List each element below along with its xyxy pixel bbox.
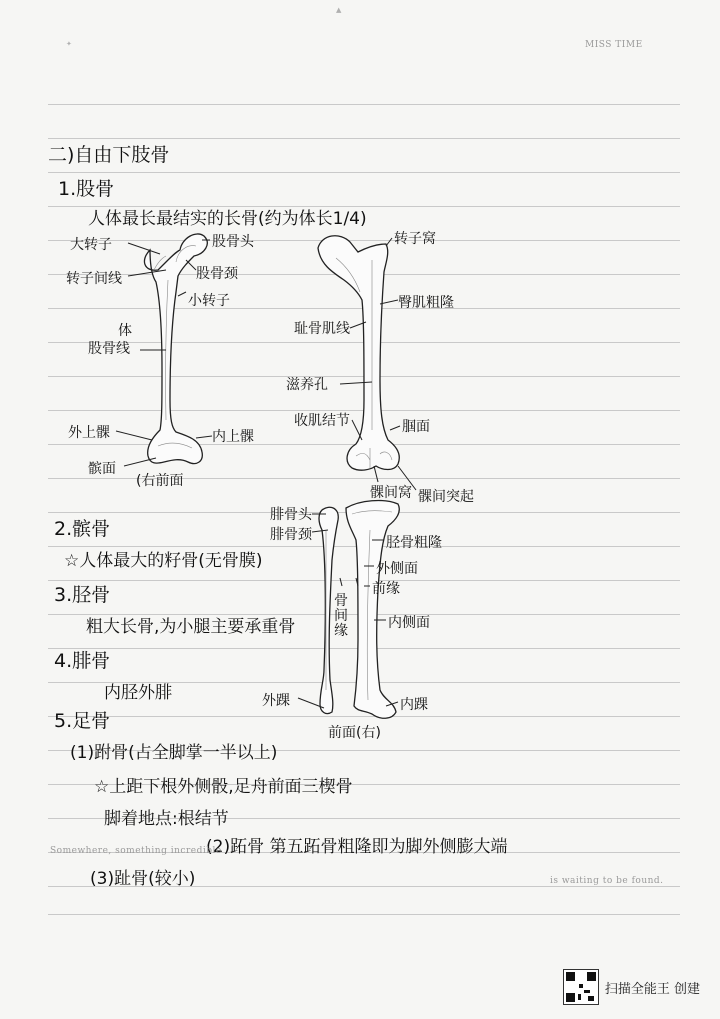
foot-tarsal-attach: 脚着地点:根结节 (104, 809, 229, 829)
label-medial-malleolus: 内踝 (400, 697, 428, 713)
label-trochanteric-fossa: 转子窝 (394, 231, 436, 247)
section-title: 二)自由下肢骨 (48, 144, 170, 166)
label-lateral-epicondyle: 外上髁 (68, 425, 110, 441)
label-lateral-surface: 外侧面 (376, 561, 418, 577)
tibia-desc: 粗大长骨,为小腿主要承重骨 (86, 617, 296, 637)
fibula-desc: 内胫外腓 (104, 683, 172, 703)
foot-tarsal: (1)跗骨(占全脚掌一半以上) (70, 743, 278, 763)
femur-back-drawing (318, 236, 399, 470)
foot-title: 5.足骨 (54, 710, 111, 732)
tibia-title: 3.胫骨 (54, 584, 111, 606)
foot-metatarsal: (2)跖骨 第五跖骨粗隆即为脚外侧膨大端 (206, 837, 508, 857)
label-tibial-tuberosity: 胫骨粗隆 (386, 535, 442, 551)
label-pectineal-line: 耻骨肌线 (294, 321, 350, 337)
label-femoral-head: 股骨头 (212, 234, 254, 250)
label-popliteal-surface: 腘面 (402, 419, 430, 435)
qr-code-icon (563, 969, 599, 1005)
printed-line-right: is waiting to be found. (550, 876, 664, 886)
label-body: 体 (118, 323, 132, 339)
label-nutrient-foramen: 滋养孔 (286, 377, 328, 393)
margin-mark: ✦ (66, 40, 72, 48)
brand-mark: MISS TIME (585, 40, 643, 50)
label-medial-surface: 内侧面 (388, 615, 430, 631)
watermark-text: 扫描全能王 创建 (604, 981, 700, 997)
label-intertrochanteric-line: 转子间线 (66, 271, 122, 287)
femur-title: 1.股骨 (58, 178, 115, 200)
label-femur-view: (右前面 (136, 473, 184, 489)
label-gluteal-tuberosity: 臀肌粗隆 (398, 295, 454, 311)
label-fibular-neck: 腓骨颈 (270, 527, 312, 543)
label-medial-epicondyle: 内上髁 (212, 429, 254, 445)
label-patellar-surface: 髌面 (88, 461, 116, 477)
label-femoral-neck: 股骨颈 (196, 266, 238, 282)
label-anterior-border: 前缘 (372, 581, 400, 597)
printed-line-left: Somewhere, something incredible (50, 846, 222, 856)
label-intercondylar-fossa: 髁间窝 (370, 485, 412, 501)
label-greater-trochanter: 大转子 (70, 237, 112, 253)
scanner-watermark (563, 969, 700, 1005)
foot-tarsal-note: ☆上距下根外侧骰,足舟前面三楔骨 (94, 777, 353, 797)
label-tibia-view: 前面(右) (328, 725, 381, 741)
label-intercondylar-eminence: 髁间突起 (418, 489, 474, 505)
label-interosseous-border: 骨间缘 (334, 593, 348, 639)
label-fibular-head: 腓骨头 (270, 507, 312, 523)
patella-title: 2.髌骨 (54, 518, 111, 540)
punch-dot: ▲ (336, 6, 342, 14)
femur-desc: 人体最长最结实的长骨(约为体长1/4) (88, 209, 367, 229)
label-lesser-trochanter: 小转子 (188, 293, 230, 309)
patella-desc: ☆人体最大的籽骨(无骨膜) (64, 551, 263, 571)
label-adductor-tubercle: 收肌结节 (294, 413, 350, 429)
fibula-title: 4.腓骨 (54, 650, 111, 672)
label-femoral-line: 股骨线 (88, 341, 130, 357)
label-lateral-malleolus: 外踝 (262, 693, 290, 709)
foot-phalanges: (3)趾骨(较小) (90, 869, 196, 889)
